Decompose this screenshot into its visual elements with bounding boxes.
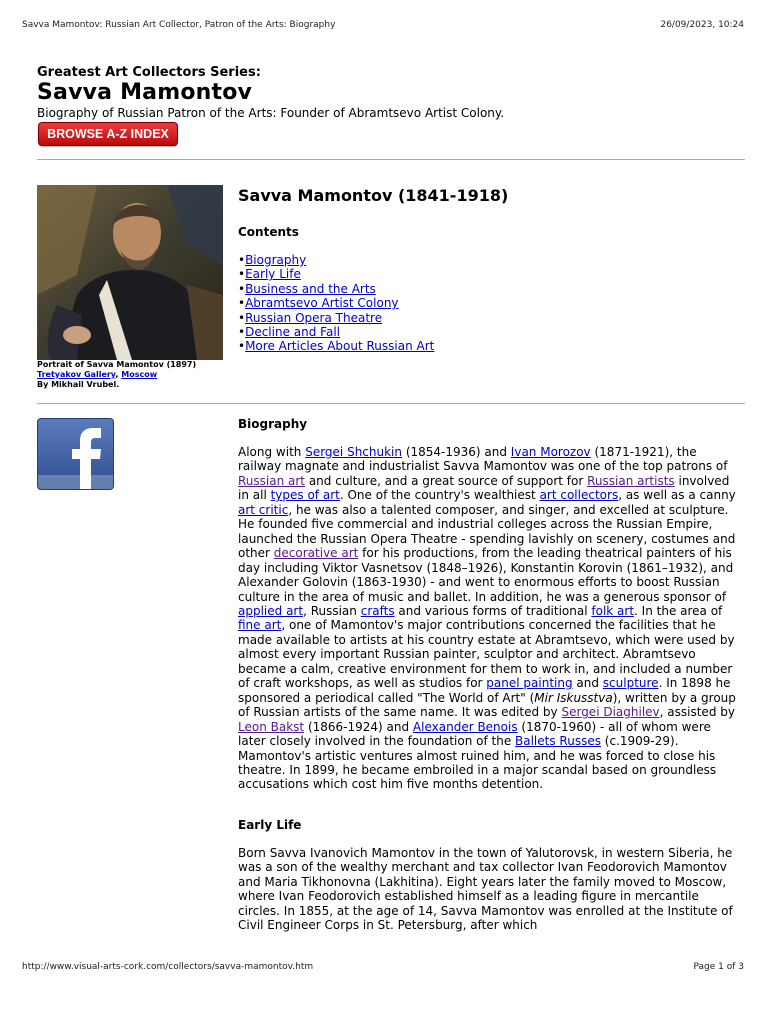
link-alexander-benois[interactable]: Alexander Benois bbox=[412, 719, 518, 734]
text: (1871-1921), the railway magnate and industrialist Savva Mamontov was one of the top patrons of bbox=[238, 445, 728, 474]
portrait-caption bbox=[37, 360, 196, 390]
text: , he was also a talented composer, and singer, and excelled at sculpture. He founded five commercial and industrial colleges across the Russian Empire, launched the Russian Opera Theatre - spending lavishly on scenery, costumes and other bbox=[238, 502, 736, 561]
link-art-critic[interactable]: art critic bbox=[238, 502, 289, 517]
link-decorative-art[interactable]: decorative art bbox=[273, 546, 359, 561]
divider bbox=[37, 159, 745, 160]
caption-location bbox=[37, 370, 196, 380]
link-sergei-diaghilev[interactable]: Sergei Diaghilev bbox=[561, 705, 660, 720]
print-footer bbox=[22, 962, 744, 972]
series-label: Greatest Art Collectors Series: bbox=[37, 65, 261, 80]
print-footer-page: Page 1 of 3 bbox=[693, 962, 744, 972]
print-header-title: Savva Mamontov: Russian Art Collector, Patron of the Arts: Biography bbox=[22, 20, 336, 30]
toc-item bbox=[238, 282, 434, 296]
section-title: Savva Mamontov (1841-1918) bbox=[238, 186, 509, 205]
link-types-of-art[interactable]: types of art bbox=[270, 488, 340, 503]
table-of-contents bbox=[238, 253, 434, 354]
text: . In 1898 he sponsored a periodical called "The World of Art" ( bbox=[238, 676, 731, 705]
facebook-icon[interactable] bbox=[37, 418, 114, 490]
tretyakov-gallery-link[interactable]: Tretyakov Gallery bbox=[37, 370, 116, 379]
link-crafts[interactable]: crafts bbox=[360, 603, 395, 618]
print-footer-url: http://www.visual-arts-cork.com/collectors/savva-mamontov.htm bbox=[22, 962, 314, 972]
link-sculpture[interactable]: sculpture bbox=[602, 676, 659, 691]
text: and various forms of traditional bbox=[394, 603, 592, 618]
link-fine-art[interactable]: fine art bbox=[238, 618, 282, 633]
link-russian-art[interactable]: Russian art bbox=[238, 473, 306, 488]
biography-heading: Biography bbox=[238, 417, 308, 431]
text: (c.1909-29). Mamontov's artistic ventures almost ruined him, and he was forced to close his theatre. In 1899, he became embroiled in a major scandal based on groundless accusations which cost him five months detention. bbox=[238, 734, 717, 792]
early-life-text: Born Savva Ivanovich Mamontov in the town of Yalutorovsk, in western Siberia, he was a son of the wealthy merchant and tax collector Ivan Feodorovich Mamontov and Maria Tikhonovna (Lakhitina). Eight years later the family moved to Moscow, where Ivan Feodorovich established himself as a leading figure in mercantile circles. In 1855, at the age of 14, Savva Mamontov was enrolled at the Institute of Civil Engineer Corps in St. Petersburg, after which bbox=[238, 846, 733, 932]
text: involved in all bbox=[238, 473, 730, 503]
toc-item bbox=[238, 267, 434, 281]
text: (1854-1936) and bbox=[402, 445, 511, 459]
caption-separator: , bbox=[115, 370, 122, 379]
toc-link-decline[interactable]: Decline and Fall bbox=[245, 325, 340, 340]
toc-link-business-arts[interactable]: Business and the Arts bbox=[245, 281, 376, 296]
page-title: Savva Mamontov bbox=[37, 80, 253, 105]
link-applied-art[interactable]: applied art bbox=[238, 603, 304, 618]
text: Along with bbox=[238, 445, 306, 459]
link-panel-painting[interactable]: panel painting bbox=[486, 676, 573, 691]
text: and culture, and a great source of support for bbox=[305, 473, 588, 488]
link-ivan-morozov[interactable]: Ivan Morozov bbox=[510, 445, 591, 459]
early-life-heading: Early Life bbox=[238, 818, 302, 832]
text: , one of Mamontov's major contributions concerned the facilities that he made available to artists at his country estate at Abramtsevo, which were used by almost every important Russian painter, sculptor and architect. Abramtsevo became a calm, creative environment for them to work in, and included a number of craft workshops, as well as studios for bbox=[238, 618, 735, 691]
portrait-image bbox=[37, 185, 223, 360]
text: (1866-1924) and bbox=[304, 719, 413, 734]
text: , Russian bbox=[303, 603, 361, 618]
link-folk-art[interactable]: folk art bbox=[591, 603, 635, 618]
toc-item bbox=[238, 325, 434, 339]
link-russian-artists[interactable]: Russian artists bbox=[587, 473, 675, 488]
toc-link-biography[interactable]: Biography bbox=[245, 253, 307, 267]
link-art-collectors[interactable]: art collectors bbox=[539, 488, 619, 503]
page-subtitle: Biography of Russian Patron of the Arts: Founder of Abramtsevo Artist Colony. bbox=[37, 106, 505, 120]
text: and bbox=[572, 676, 603, 691]
toc-item bbox=[238, 311, 434, 325]
toc-link-opera-theatre[interactable]: Russian Opera Theatre bbox=[245, 310, 383, 325]
print-header-datetime: 26/09/2023, 10:24 bbox=[660, 20, 744, 30]
text: for his productions, from the leading theatrical painters of his day including Viktor Vasnetsov (1848–1926), Konstantin Korovin (1861–1932), and Alexander Golovin (1863-1930) - and went to enormous efforts to boost Russian culture in the area of music and ballet. In addition, he was a generous sponsor of bbox=[238, 546, 734, 604]
text: . One of the country's wealthiest bbox=[339, 488, 540, 503]
text: (1870-1960) - all of whom were later closely involved in the foundation of the bbox=[238, 719, 711, 749]
caption-artist: By Mikhail Vrubel. bbox=[37, 380, 120, 389]
contents-heading: Contents bbox=[238, 225, 299, 239]
moscow-link[interactable]: Moscow bbox=[121, 370, 158, 379]
text: . In the area of bbox=[634, 603, 723, 618]
link-leon-bakst[interactable]: Leon Bakst bbox=[238, 719, 305, 734]
link-ballets-russes[interactable]: Ballets Russes bbox=[515, 734, 601, 749]
toc-link-early-life[interactable]: Early Life bbox=[245, 267, 301, 282]
text: , as well as a canny bbox=[618, 488, 736, 503]
biography-text bbox=[238, 445, 738, 792]
toc-item bbox=[238, 296, 434, 310]
toc-item bbox=[238, 339, 434, 353]
browse-index-button[interactable]: BROWSE A-Z INDEX bbox=[38, 122, 178, 146]
caption-title: Portrait of Savva Mamontov (1897) bbox=[37, 360, 197, 369]
print-header bbox=[22, 20, 744, 30]
text: ), written by a group of Russian artists of the same name. It was edited by bbox=[238, 690, 736, 720]
divider bbox=[37, 403, 745, 404]
italic-title: Mir Iskusstva bbox=[534, 690, 613, 705]
toc-link-more-articles[interactable]: More Articles About Russian Art bbox=[245, 339, 435, 354]
toc-item bbox=[238, 253, 434, 267]
toc-link-abramtsevo[interactable]: Abramtsevo Artist Colony bbox=[245, 296, 399, 311]
link-sergei-shchukin[interactable]: Sergei Shchukin bbox=[305, 445, 402, 459]
text: , assisted by bbox=[659, 705, 735, 720]
